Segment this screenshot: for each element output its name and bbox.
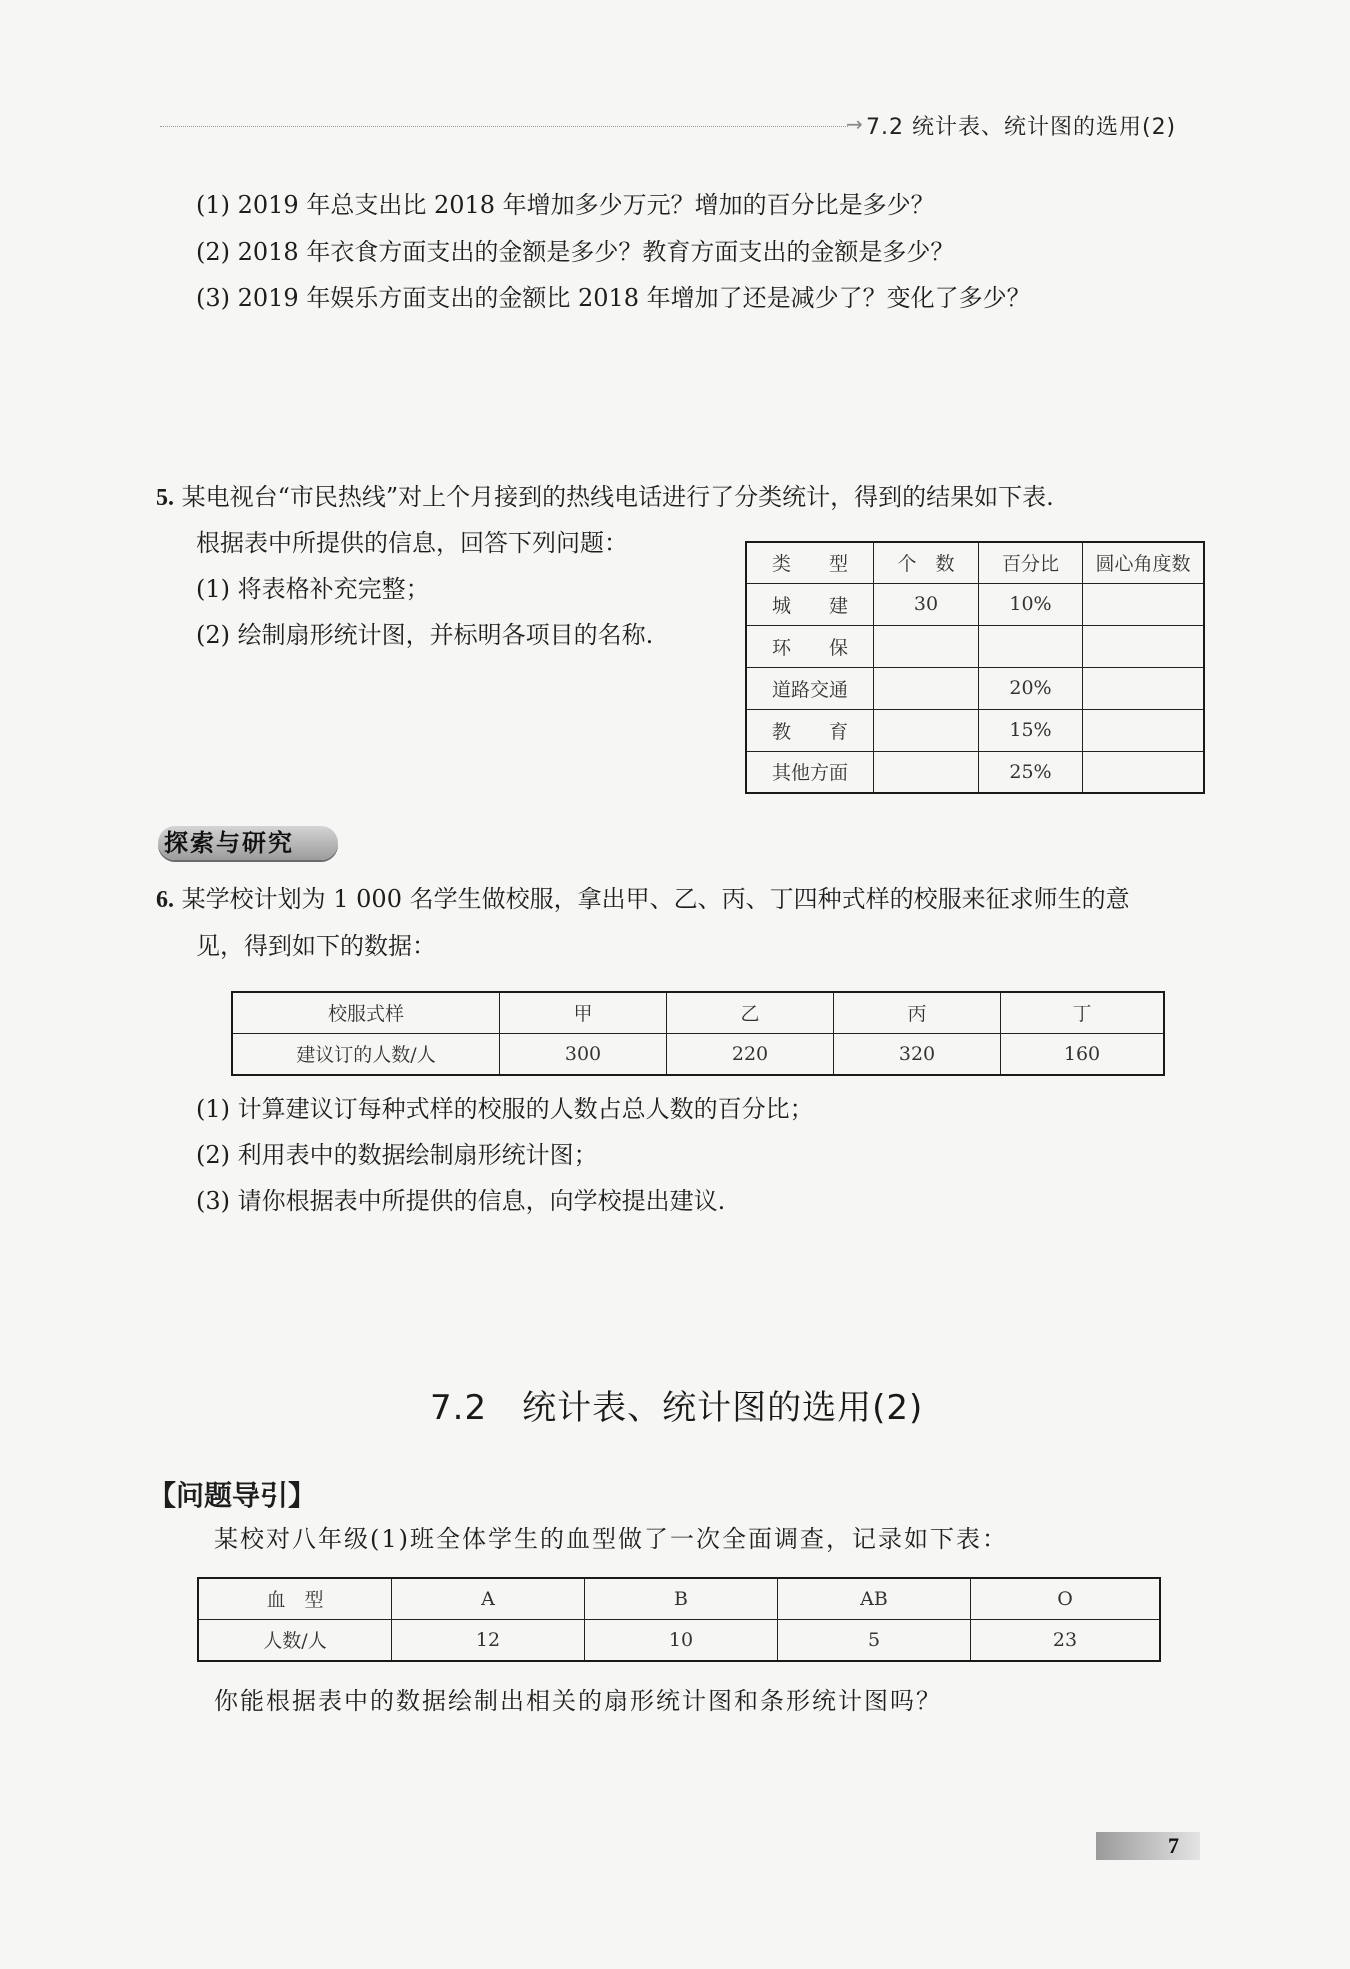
table-cell: 5 bbox=[778, 1619, 971, 1661]
q5-item-1: (1) 将表格补充完整； bbox=[196, 575, 430, 603]
table-cell: 校服式样 bbox=[232, 992, 500, 1033]
table-cell bbox=[874, 625, 979, 667]
table-cell: B bbox=[585, 1578, 778, 1619]
guide-intro: 某校对八年级(1)班全体学生的血型做了一次全面调查，记录如下表： bbox=[214, 1525, 1008, 1553]
q6-table bbox=[231, 991, 1165, 1076]
table-cell: 教 育 bbox=[746, 709, 874, 751]
table-cell: 15% bbox=[979, 709, 1083, 751]
table-row bbox=[232, 1033, 1164, 1075]
table-cell bbox=[874, 709, 979, 751]
table-row bbox=[746, 667, 1204, 709]
q5-header-count: 个 数 bbox=[874, 542, 979, 583]
table-cell bbox=[1083, 583, 1205, 625]
table-cell bbox=[1083, 751, 1205, 793]
table-row bbox=[232, 992, 1164, 1033]
table-cell: A bbox=[392, 1578, 585, 1619]
q6-number: 6. bbox=[156, 887, 174, 913]
q5-item-2: (2) 绘制扇形统计图，并标明各项目的名称. bbox=[196, 621, 654, 649]
table-cell: 血 型 bbox=[198, 1578, 392, 1619]
q5-table-header-row bbox=[746, 542, 1204, 583]
q5-line-1 bbox=[156, 480, 1054, 515]
table-cell: 甲 bbox=[500, 992, 667, 1033]
table-cell: 人数/人 bbox=[198, 1619, 392, 1661]
header-rule bbox=[160, 126, 848, 127]
table-cell: 30 bbox=[874, 583, 979, 625]
table-cell bbox=[1083, 667, 1205, 709]
q6-text-1: 某学校计划为 1 000 名学生做校服，拿出甲、乙、丙、丁四种式样的校服来征求师生的意 bbox=[181, 885, 1130, 913]
q5-header-angle: 圆心角度数 bbox=[1083, 542, 1205, 583]
table-cell bbox=[874, 667, 979, 709]
page-number-bar bbox=[1096, 1832, 1200, 1860]
table-cell: 其他方面 bbox=[746, 751, 874, 793]
table-cell: 300 bbox=[500, 1033, 667, 1075]
q5-number: 5. bbox=[156, 485, 174, 511]
q6-item-1: (1) 计算建议订每种式样的校服的人数占总人数的百分比； bbox=[196, 1095, 814, 1123]
table-cell: 乙 bbox=[667, 992, 834, 1033]
q6-item-2: (2) 利用表中的数据绘制扇形统计图； bbox=[196, 1141, 598, 1169]
table-cell: 建议订的人数/人 bbox=[232, 1033, 500, 1075]
table-row bbox=[746, 625, 1204, 667]
table-cell: 10% bbox=[979, 583, 1083, 625]
q4-item-1: (1) 2019 年总支出比 2018 年增加多少万元？增加的百分比是多少？ bbox=[196, 191, 935, 219]
header-arrow-icon: → bbox=[846, 112, 863, 136]
table-cell: O bbox=[971, 1578, 1161, 1619]
table-row bbox=[198, 1619, 1160, 1661]
table-cell: 10 bbox=[585, 1619, 778, 1661]
q4-item-3: (3) 2019 年娱乐方面支出的金额比 2018 年增加了还是减少了？变化了多少？ bbox=[196, 284, 1031, 312]
q5-text-2: 根据表中所提供的信息，回答下列问题： bbox=[196, 529, 628, 557]
explore-badge-label: 探索与研究 bbox=[164, 829, 294, 857]
table-row bbox=[746, 751, 1204, 793]
table-cell: 160 bbox=[1001, 1033, 1165, 1075]
table-cell: 道路交通 bbox=[746, 667, 874, 709]
q6-item-3: (3) 请你根据表中所提供的信息，向学校提出建议. bbox=[196, 1187, 726, 1215]
table-cell: 20% bbox=[979, 667, 1083, 709]
q5-table bbox=[745, 541, 1205, 794]
q5-header-percent: 百分比 bbox=[979, 542, 1083, 583]
table-cell: 丙 bbox=[834, 992, 1001, 1033]
table-cell bbox=[1083, 625, 1205, 667]
guide-question: 你能根据表中的数据绘制出相关的扇形统计图和条形统计图吗？ bbox=[214, 1687, 942, 1715]
table-cell bbox=[979, 625, 1083, 667]
section-title: 7.2 统计表、统计图的选用(2) bbox=[430, 1388, 924, 1428]
table-cell: 23 bbox=[971, 1619, 1161, 1661]
header-title: 7.2 统计表、统计图的选用(2) bbox=[866, 115, 1177, 140]
q5-header-type: 类 型 bbox=[746, 542, 874, 583]
table-cell bbox=[874, 751, 979, 793]
guide-title: 【问题导引】 bbox=[148, 1479, 317, 1512]
table-cell: AB bbox=[778, 1578, 971, 1619]
q6-line-1 bbox=[156, 882, 1130, 917]
page-number: 7 bbox=[1168, 1833, 1179, 1858]
blood-type-table bbox=[197, 1577, 1161, 1662]
table-cell: 环 保 bbox=[746, 625, 874, 667]
table-row bbox=[746, 583, 1204, 625]
table-cell: 12 bbox=[392, 1619, 585, 1661]
table-row bbox=[198, 1578, 1160, 1619]
q5-text-1: 某电视台“市民热线”对上个月接到的热线电话进行了分类统计，得到的结果如下表. bbox=[181, 483, 1054, 511]
table-row bbox=[746, 709, 1204, 751]
q4-item-2: (2) 2018 年衣食方面支出的金额是多少？教育方面支出的金额是多少？ bbox=[196, 238, 955, 266]
table-cell: 220 bbox=[667, 1033, 834, 1075]
table-cell: 320 bbox=[834, 1033, 1001, 1075]
table-cell: 25% bbox=[979, 751, 1083, 793]
table-cell bbox=[1083, 709, 1205, 751]
q6-text-2: 见，得到如下的数据： bbox=[196, 932, 436, 960]
table-cell: 城 建 bbox=[746, 583, 874, 625]
table-cell: 丁 bbox=[1001, 992, 1165, 1033]
